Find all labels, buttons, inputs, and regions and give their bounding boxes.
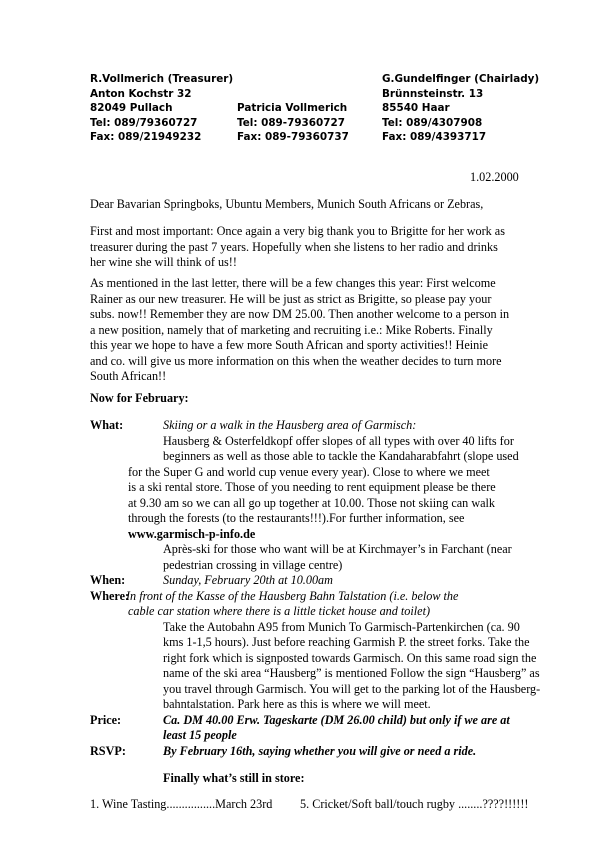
february-heading: Now for February: [90,391,189,405]
treasurer-street: Anton Kochstr 32 [90,87,192,100]
price-value: least 15 people [163,728,237,742]
event-description-line: at 9.30 am so we can all go up together at 10.00. Those not skiing can walk [128,495,496,510]
chairlady-name: G.Gundelfinger (Chairlady) [382,73,540,85]
patricia-name: Patricia Vollmerich [237,102,348,114]
store-item-wine-tasting: 1. Wine Tasting................March 23rd [90,797,273,811]
salutation: Dear Bavarian Springboks, Ubuntu Members, Munich South Africans or Zebras, [90,197,484,211]
directions-line: you travel through Garmisch. You will get to the parking lot of the Hausberg- [163,681,541,696]
paragraph-line: Rainer as our new treasurer. He will be just as strict as Brigitte, so please pay your [90,291,492,306]
thank-you-paragraph [90,224,550,271]
chairlady-street: Brünnsteinstr. 13 [382,87,484,100]
event-description-line: is a ski rental store. Those of you needing to rent equipment please be there [128,480,496,494]
when-label: When: [90,573,126,587]
directions-line: bahntalstation. Park here as this is where we will meet. [163,697,431,711]
where-line: cable car station where there is a little ticket house and toilet) [128,604,431,618]
paragraph-line: treasurer during the past 7 years. Hopefully when she listens to her radio and drinks [90,239,498,254]
treasurer-tel: Tel: 089/79360727 [90,116,198,129]
paragraph-line: First and most important: Once again a very big thank you to Brigitte for her work as [90,224,505,238]
chairlady-tel: Tel: 089/4307908 [382,116,483,129]
treasurer-name: R.Vollmerich (Treasurer) [90,73,234,85]
rsvp-label: RSVP: [90,743,126,758]
website-link[interactable]: www.garmisch-p-info.de [128,526,256,541]
directions-line: right fork which is signposted towards Garmisch. On this same road sign the [163,650,537,665]
price-value: Ca. DM 40.00 Erw. Tageskarte (DM 26.00 child) but only if we are at [163,712,510,727]
paragraph-line: a new position, namely that of marketing and recruiting i.e.: Mike Roberts. Finally [90,322,493,337]
apres-ski-line: Après-ski for those who want will be at Kirchmayer’s in Farchant (near [163,542,512,556]
patricia-fax: Fax: 089-79360737 [237,131,349,143]
paragraph-line: and co. will give us more information on this when the weather decides to turn more [90,353,502,368]
what-label: What: [90,418,124,432]
patricia-contact-block [237,101,349,145]
directions-line: Take the Autobahn A95 from Munich To Garmisch-Partenkirchen (ca. 90 [163,619,520,634]
chairlady-city: 85540 Haar [382,102,450,114]
paragraph-line: her wine she will think of us!! [90,255,237,269]
where-line: In front of the Kasse of the Hausberg Bahn Talstation (i.e. below the [126,588,459,603]
when-value: Sunday, February 20th at 10.00am [163,573,333,587]
event-description-line: for the Super G and world cup venue every year). Close to where we meet [128,464,490,479]
letter-date: 1.02.2000 [470,170,519,184]
rsvp-value: By February 16th, saying whether you will give or need a ride. [163,743,477,758]
still-in-store-heading: Finally what’s still in store: [163,771,305,785]
directions-line: kms 1-1,5 hours). Just before reaching Garmish P. the street forks. Take the [163,635,530,649]
event-description-line: Hausberg & Osterfeldkopf offer slopes of all types with over 40 lifts for [163,433,514,448]
store-item-cricket: 5. Cricket/Soft ball/touch rugby ........????!!!!!! [300,797,529,811]
changes-paragraph [90,276,550,385]
directions-line: name of the ski area “Hausberg” is mentioned Follow the sign “Hausberg” as [163,666,540,680]
chairlady-address-block [382,72,539,145]
paragraph-line: subs. now!! Remember they are now DM 25.00. Then another welcome to a person in [90,307,510,321]
event-description-line: beginners as well as those able to tackle the Kandaharabfahrt (slope used [163,449,519,463]
treasurer-fax: Fax: 089/21949232 [90,131,202,143]
treasurer-city: 82049 Pullach [90,102,173,114]
patricia-tel: Tel: 089-79360727 [237,116,345,129]
apres-ski-line: pedestrian crossing in village centre) [163,557,343,572]
event-title: Skiing or a walk in the Hausberg area of Garmisch: [163,418,417,432]
paragraph-line: As mentioned in the last letter, there will be a few changes this year: First welcome [90,276,496,290]
paragraph-line: South African!! [90,369,167,383]
price-label: Price: [90,712,122,727]
treasurer-address-block [90,72,233,145]
chairlady-fax: Fax: 089/4393717 [382,131,487,143]
where-label: Where: [90,588,130,603]
paragraph-line: this year we hope to have a few more South African and sporty activities!! Heinie [90,338,488,352]
event-description-line: through the forests (to the restaurants!!!).For further information, see [128,511,465,525]
